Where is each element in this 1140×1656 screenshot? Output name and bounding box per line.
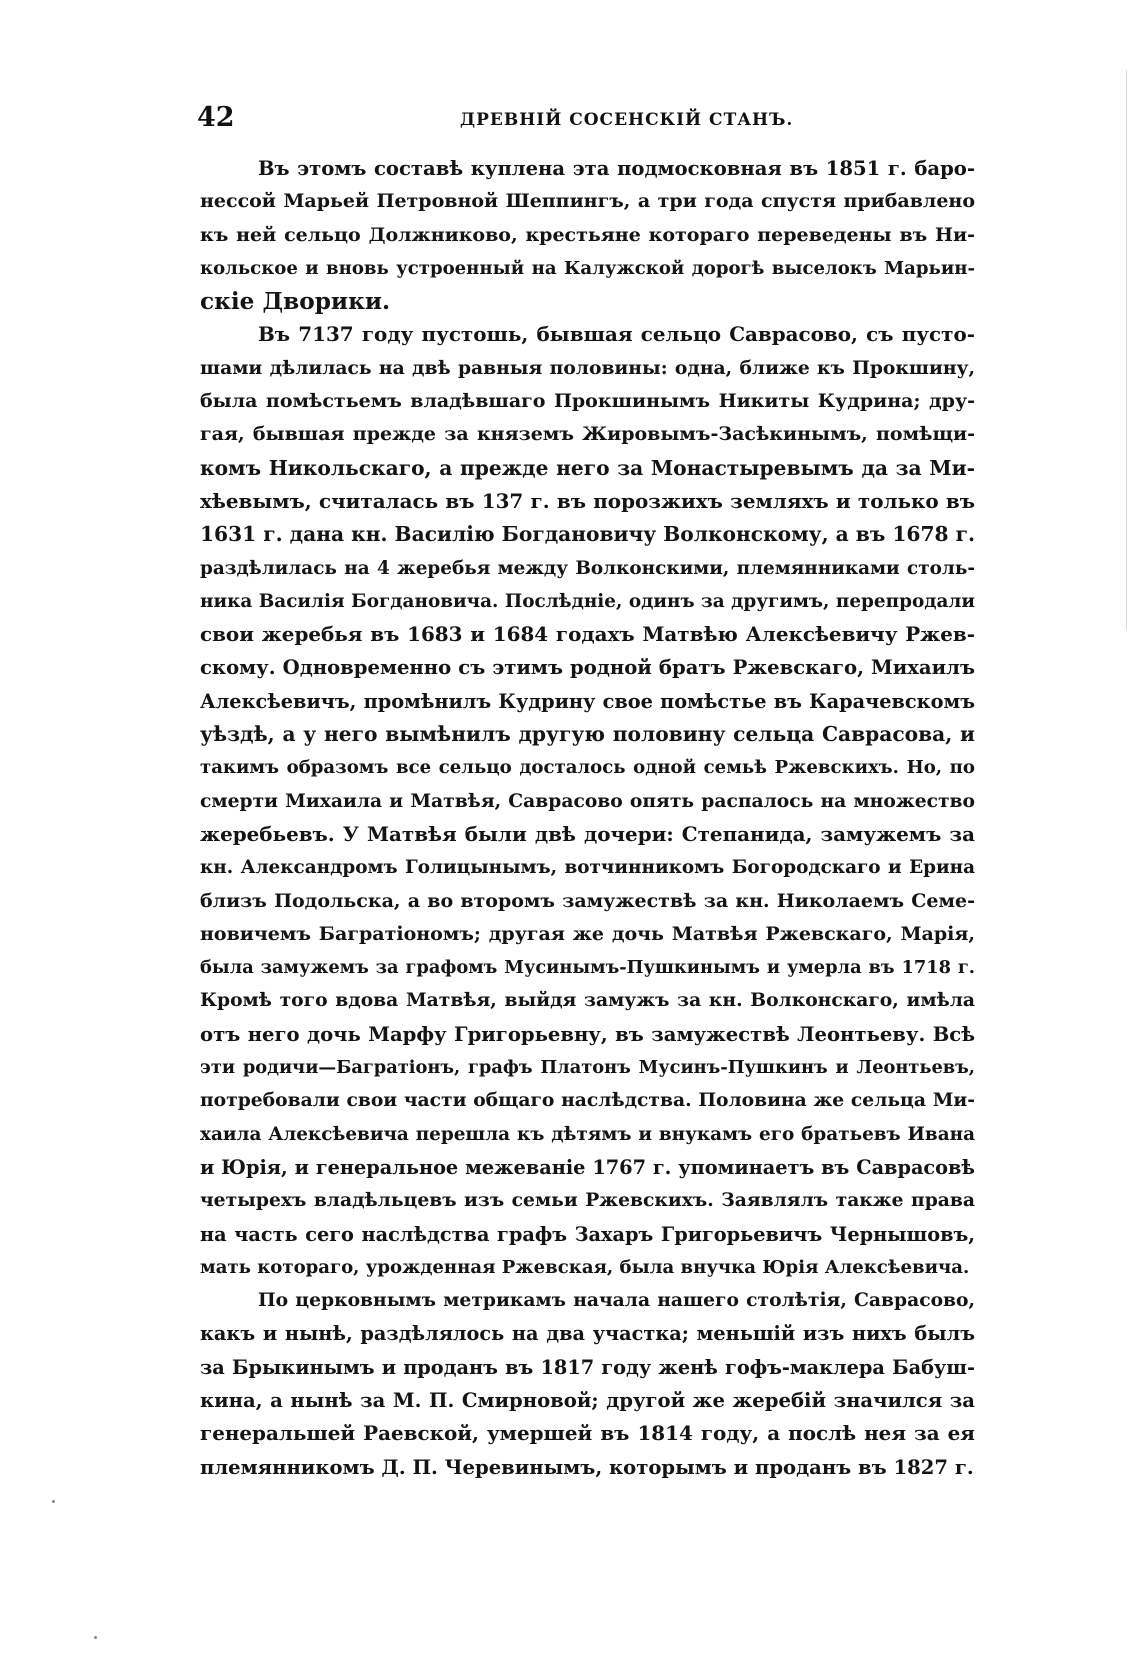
text-line: близъ Подольска, а во второмъ замужествѣ за кн. Николаемъ Семе- [200, 889, 975, 912]
text-line: была помѣстьемъ владѣвшаго Прокшинымъ Никиты Кудрина; дру- [200, 390, 975, 413]
text-line: новичемъ Багратіономъ; другая же дочь Матвѣя Ржевскаго, Марія, [200, 922, 975, 945]
text-line: отъ него дочь Марфу Григорьевну, въ замужествѣ Леонтьеву. Всѣ [200, 1022, 975, 1046]
text-line: мать котораго, урожденная Ржевская, была внучка Юрія Алексѣевича. [200, 1256, 970, 1278]
running-head: ДРЕВНІЙ СОСЕНСКІЙ СТАНЪ. [460, 110, 794, 130]
text-line: къ ней сельцо Должниково, крестьяне котораго переведены въ Ни- [200, 223, 975, 246]
text-line: свои жеребья въ 1683 и 1684 годахъ Матвѣю Алексѣевичу Ржев- [200, 622, 975, 647]
text-line: Кромѣ того вдова Матвѣя, выйдя замужъ за кн. Волконскаго, имѣла [200, 989, 975, 1012]
text-line: жеребьевъ. У Матвѣя были двѣ дочери: Степанида, замужемъ за [200, 821, 975, 846]
text-line: кольское и вновь устроенный на Калужской дорогѣ выселокъ Марьин- [200, 257, 975, 279]
text-line: была замужемъ за графомъ Мусинымъ-Пушкинымъ и умерла въ 1718 г. [200, 957, 975, 979]
text-line: хѣевымъ, считалась въ 137 г. въ порозжихъ земляхъ и только въ [200, 488, 975, 513]
scan-speck [52, 1500, 55, 1503]
text-line: 1631 г. дана кн. Василію Богдановичу Волконскому, а въ 1678 г. [200, 522, 975, 547]
text-line: эти родичи—Багратіонъ, графъ Платонъ Мусинъ-Пушкинъ и Леонтьевъ, [200, 1057, 975, 1079]
paragraph [200, 318, 975, 1284]
text-line: хаила Алексѣевича перешла къ дѣтямъ и внукамъ его братьевъ Ивана [200, 1123, 975, 1145]
text-line: Въ 7137 году пустошь, бывшая сельцо Саврасово, съ пусто- [258, 322, 975, 347]
text-line: уѣздѣ, а у него вымѣнилъ другую половину сельца Саврасова, и [200, 722, 975, 747]
paragraph [200, 1284, 975, 1484]
text-line: нессой Марьей Петровной Шеппингъ, а три года спустя прибавлено [200, 190, 975, 213]
text-line: генеральшей Раевской, умершей въ 1814 году, а послѣ нея за ея [200, 1421, 975, 1446]
text-line: комъ Никольскаго, а прежде него за Монастыревымъ да за Ми- [200, 455, 975, 480]
page-header [0, 102, 1140, 138]
text-line: По церковнымъ метрикамъ начала нашего столѣтія, Саврасово, [258, 1289, 975, 1312]
text-line: Алексѣевичъ, промѣнилъ Кудрину свое помѣстье въ Карачевскомъ [200, 689, 975, 713]
text-line: раздѣлилась на 4 жеребья между Волконскими, племянниками столь- [200, 557, 975, 579]
text-line: четырехъ владѣльцевъ изъ семьи Ржевскихъ. Заявлялъ также права [200, 1189, 975, 1212]
text-line: Въ этомъ составѣ куплена эта подмосковная въ 1851 г. баро- [258, 157, 975, 180]
text-line: смерти Михаила и Матвѣя, Саврасово опять распалось на множество [200, 789, 975, 812]
page-number: 42 [197, 102, 235, 133]
text-line: такимъ образомъ все сельцо досталось одной семьѣ Ржевскихъ. Но, по [200, 757, 975, 779]
text-line: кн. Александромъ Голицынымъ, вотчинникомъ Богородскаго и Ерина [200, 857, 975, 879]
scan-speck [94, 1636, 97, 1639]
body-text [200, 152, 975, 1484]
text-line: кина, а нынѣ за М. П. Смирновой; другой же жеребій значился за [200, 1388, 975, 1412]
text-line: племянникомъ Д. П. Черевинымъ, которымъ и проданъ въ 1827 г. [200, 1455, 974, 1479]
text-line: какъ и нынѣ, раздѣлялось на два участка; меньшій изъ нихъ былъ [200, 1322, 975, 1346]
text-line: потребовали свои части общаго наслѣдства. Половина же сельца Ми- [200, 1089, 975, 1112]
text-line: и Юрія, и генеральное межеваніе 1767 г. упоминаетъ въ Саврасовѣ [200, 1155, 975, 1179]
text-line: скому. Одновременно съ этимъ родной братъ Ржевскаго, Михаилъ [200, 656, 975, 680]
text-line: за Брыкинымъ и проданъ въ 1817 году женѣ гофъ-маклера Бабуш- [200, 1355, 975, 1379]
text-line: ника Василія Богдановича. Послѣдніе, одинъ за другимъ, перепродали [200, 590, 975, 612]
text-line: шами дѣлилась на двѣ равныя половины: одна, ближе къ Прокшину, [200, 356, 975, 379]
text-line: скіе Дворики. [200, 288, 391, 316]
scan-edge-line [1126, 70, 1127, 630]
text-line: на часть сего наслѣдства графъ Захаръ Григорьевичъ Чернышовъ, [200, 1222, 975, 1246]
paragraph [200, 152, 975, 318]
text-line: гая, бывшая прежде за княземъ Жировымъ-Засѣкинымъ, помѣщи- [200, 423, 975, 446]
